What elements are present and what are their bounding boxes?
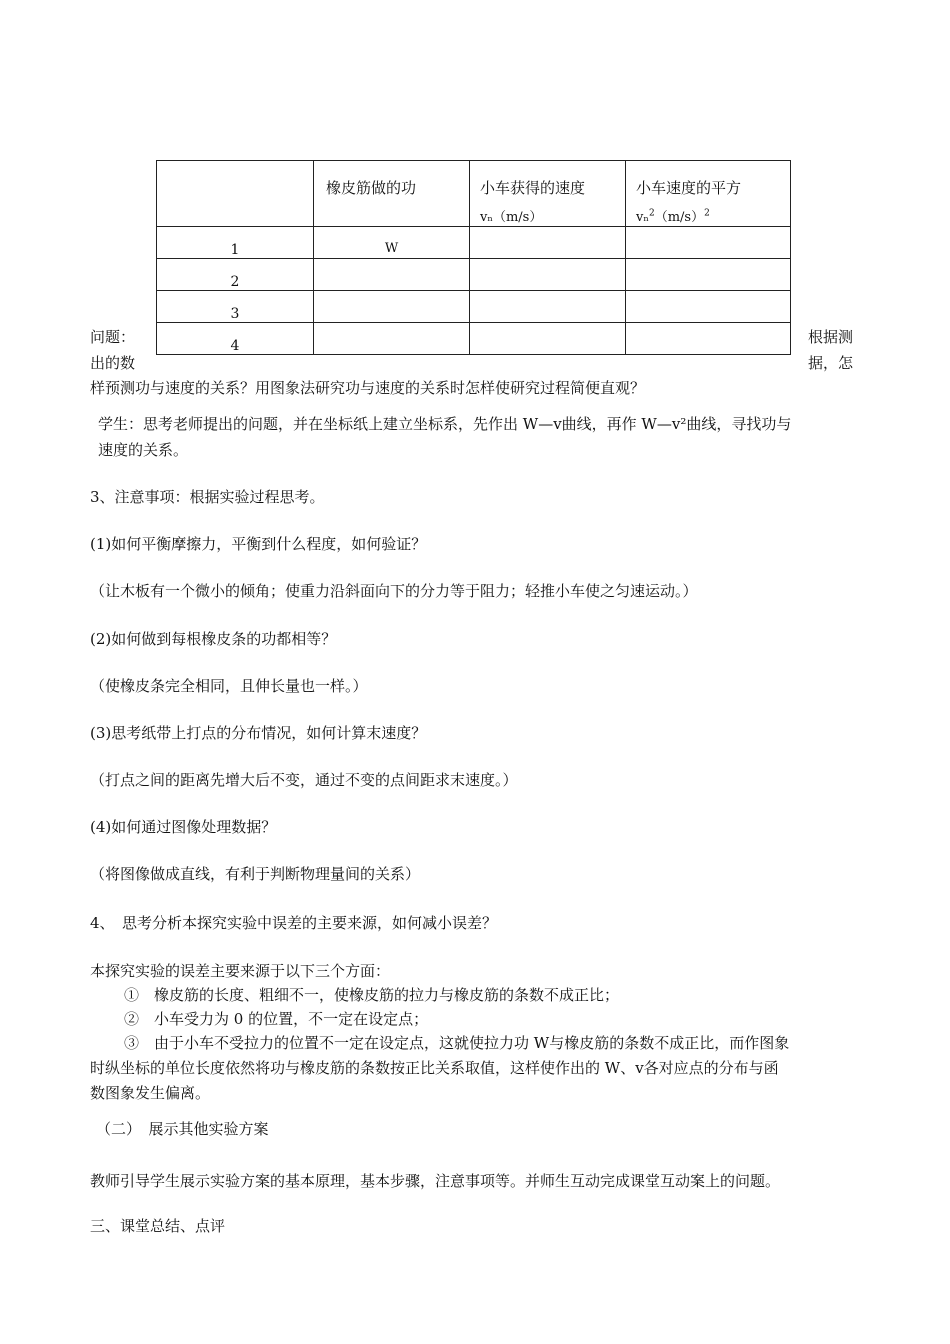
table-cell [470,259,626,291]
question-right-1: 根据测 [808,328,854,346]
table-row [157,291,791,323]
table-header-blank [157,161,314,227]
notes-q1: (1)如何平衡摩擦力，平衡到什么程度，如何验证？ [90,535,427,553]
table-cell [626,227,791,259]
table-header-row [157,161,791,227]
table-cell [626,291,791,323]
table-cell [470,323,626,355]
errors-item3-line3: 数图象发生偏离。 [90,1084,211,1102]
table-cell [626,259,791,291]
row-index: 3 [230,306,240,322]
table-cell [470,227,626,259]
table-cell [470,291,626,323]
table-row [157,227,791,259]
notes-a2: （使橡皮条完全相同，且伸长量也一样。） [90,677,368,695]
header-speed-unit: vₙ（m/s） [480,210,543,225]
notes-q3: (3)思考纸带上打点的分布情况，如何计算末速度？ [90,724,427,742]
notes-title: 3、注意事项：根据实验过程思考。 [90,488,325,506]
question-line2-left: 出的数 [90,354,136,372]
student-answer-line2: 速度的关系。 [98,441,189,459]
errors-item3-line2: 时纵坐标的单位长度依然将功与橡皮筋的条数按正比关系取值，这样使作出的 W、v各对应点的分布与函 [90,1059,779,1077]
row-index: 2 [230,274,240,290]
table-header-square [626,161,791,227]
table-cell [626,323,791,355]
notes-a1: （让木板有一个微小的倾角；使重力沿斜面向下的分力等于阻力；轻推小车使之匀速运动。） [90,582,698,600]
section2-title: （二） 展示其他实验方案 [96,1120,269,1138]
table-row [157,259,791,291]
student-answer-line1: 学生：思考老师提出的问题，并在坐标纸上建立坐标系，先作出 W—v曲线，再作 W—v²曲线，寻找功与 [98,415,792,433]
table-header-work [314,161,470,227]
row-work [314,259,469,273]
notes-q2: (2)如何做到每根橡皮条的功都相等？ [90,630,337,648]
row-work [314,323,469,337]
errors-intro: 本探究实验的误差主要来源于以下三个方面： [90,962,391,980]
errors-title: 4、 思考分析本探究实验中误差的主要来源，如何减小误差？ [90,914,498,932]
header-work-label: 橡皮筋做的功 [326,179,417,197]
row-index: 4 [230,338,240,354]
notes-a3: （打点之间的距离先增大后不变，通过不变的点间距求末速度。） [90,771,518,789]
notes-q4: (4)如何通过图像处理数据？ [90,818,277,836]
section2-body: 教师引导学生展示实验方案的基本原理，基本步骤，注意事项等。并师生互动完成课堂互动案上的问题。 [90,1172,781,1190]
errors-item2: ② 小车受力为 0 的位置，不一定在设定点； [124,1010,429,1028]
header-square-label: 小车速度的平方 [636,179,742,197]
question-label: 问题： [90,328,136,346]
results-table [156,160,791,355]
errors-item1: ① 橡皮筋的长度、粗细不一，使橡皮筋的拉力与橡皮筋的条数不成正比； [124,986,620,1004]
header-square-unit: $v_n^2(m/s)^2$ [636,208,710,225]
question-line3: 样预测功与速度的关系？用图象法研究功与速度的关系时怎样使研究过程简便直观？ [90,379,646,397]
table-header-speed [470,161,626,227]
row-work [314,291,469,305]
question-right-2: 据，怎 [808,354,854,372]
row-work: W [384,241,399,256]
row-index: 1 [230,242,240,258]
table-row [157,323,791,355]
errors-item3-line1: ③ 由于小车不受拉力的位置不一定在设定点，这就使拉力功 W与橡皮筋的条数不成正比，而作图象 [124,1034,790,1052]
notes-a4: （将图像做成直线，有利于判断物理量间的关系） [90,865,421,883]
header-speed-label: 小车获得的速度 [480,179,586,197]
section3-title: 三、课堂总结、点评 [90,1217,226,1235]
